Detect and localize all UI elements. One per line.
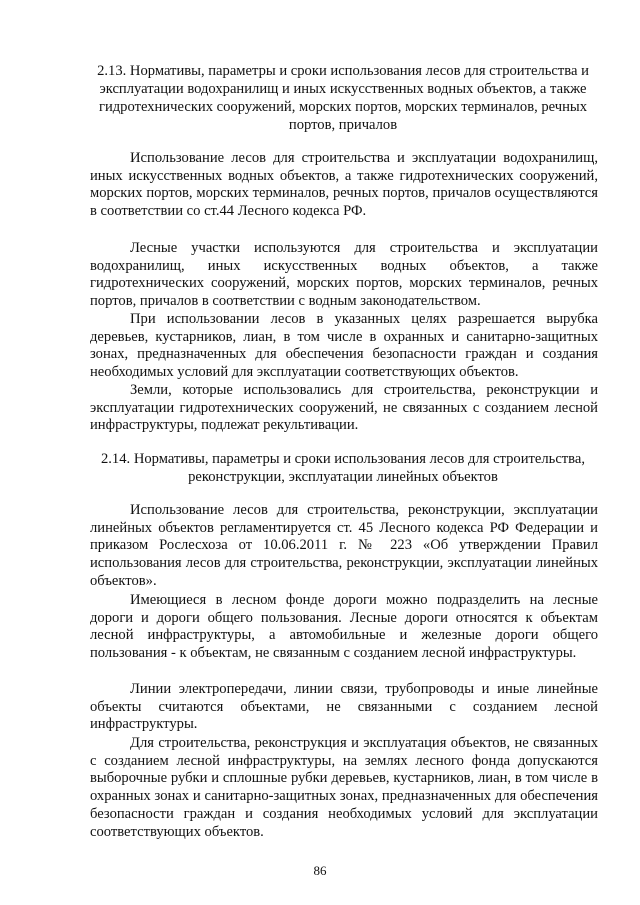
section-2-13-paragraph-3: При использовании лесов в указанных целях разрешается вырубка деревьев, кустарников, лиан, в том числе в охранных и санитарно-защитных зонах, предназначенных для обеспечения безопасности граждан и создания необходимых условий для эксплуатации соответствующих объектов.: [90, 311, 598, 381]
section-2-14-paragraph-2: Имеющиеся в лесном фонде дороги можно подразделить на лесные дороги и дороги общего пользования. Лесные дороги относятся к объектам лесной инфраструктуры, а автомобильные и железные дороги общего пользования - к объектам, не связанным с созданием лесной инфраструктуры.: [90, 592, 598, 662]
page-number: 86: [313, 863, 327, 878]
section-2-13-paragraph-4: Земли, которые использовались для строительства, реконструкции и эксплуатации гидротехнических сооружений, не связанных с созданием лесной инфраструктуры, подлежат рекультивации.: [90, 382, 598, 434]
section-2-14-paragraph-4: Для строительства, реконструкция и эксплуатация объектов, не связанных с созданием лесной инфраструктуры, на землях лесного фонда допускаются выборочные рубки и сплошные рубки деревьев, кустарников, лиан, в том числе в охранных зонах и санитарно-защитных зонах, предназначенных для обеспечения безопасности граждан и создания необходимых условий для эксплуатации соответствующих объектов.: [90, 735, 598, 840]
section-2-13-paragraph-1: Использование лесов для строительства и эксплуатации водохранилищ, иных искусственных водных объектов, а также гидротехнических сооружений, морских портов, морских терминалов, речных портов, причалов осуществляются в соответствии со ст.44 Лесного кодекса РФ.: [90, 150, 598, 220]
section-2-14-paragraph-1: Использование лесов для строительства, реконструкции, эксплуатации линейных объектов регламентируется ст. 45 Лесного кодекса РФ Федерации и приказом Рослесхоза от 10.06.2011 г. № 223 «Об утверждении Правил использования лесов для строительства, реконструкции, эксплуатации линейных объектов».: [90, 502, 598, 589]
section-2-13-heading: 2.13. Нормативы, параметры и сроки использования лесов для строительства и эксплуатации водохранилищ и иных искусственных водных объектов, а также гидротехнических сооружений, морских портов, морских терминалов, речных портов, причалов: [97, 63, 589, 133]
section-2-14-paragraph-3: Линии электропередачи, линии связи, трубопроводы и иные линейные объекты считаются объектами, не связанными с созданием лесной инфраструктуры.: [90, 681, 598, 733]
section-2-13-paragraph-2: Лесные участки используются для строительства и эксплуатации водохранилищ, иных искусственных водных объектов, а также гидротехнических сооружений, морских портов, морских терминалов, речных портов, причалов в соответствии с водным законодательством.: [90, 240, 598, 310]
section-2-14-heading: 2.14. Нормативы, параметры и сроки использования лесов для строительства, реконструкции, эксплуатации линейных объектов: [100, 451, 585, 485]
